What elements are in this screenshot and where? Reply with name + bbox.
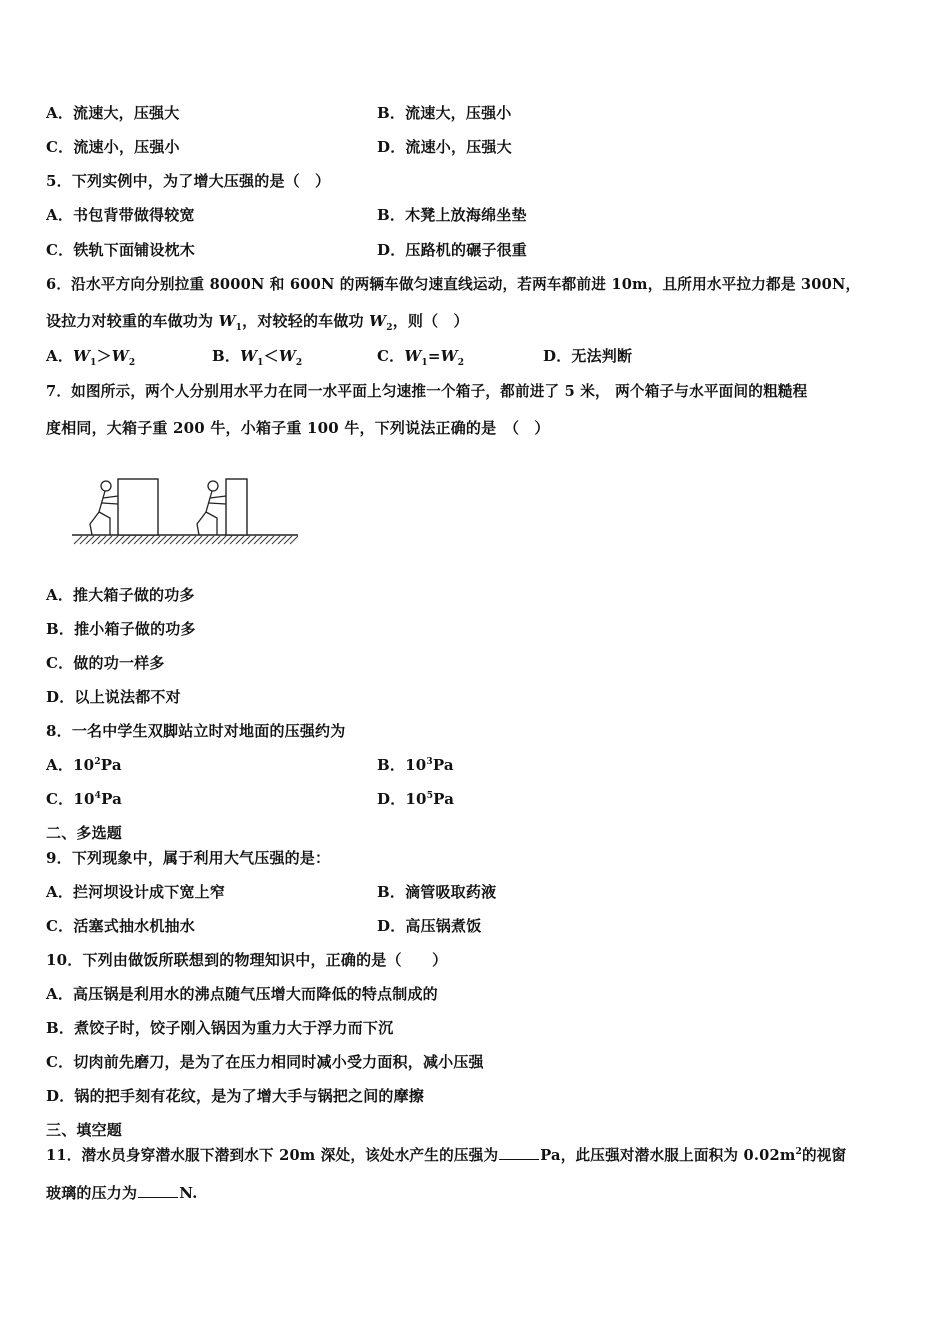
small-box <box>226 479 247 535</box>
q5-option-d: D．压路机的碾子很重 <box>377 241 528 259</box>
q8-option-b: B．$10^3Pa$ <box>377 756 454 774</box>
section-multiple-choice: 二、多选题 <box>46 824 123 842</box>
q7-option-b: B．推小箱子做的功多 <box>46 620 196 638</box>
q7-stem-line1: 7．如图所示，两个人分别用水平力在同一水平面上匀速推一个箱子，都前进了 5 米， 两个箱子与水平面间的粗糙程 <box>46 383 808 400</box>
q5-option-c: C．铁轨下面铺设枕木 <box>46 241 195 259</box>
pushing-boxes-figure <box>70 474 302 552</box>
q11-blank-pressure[interactable] <box>499 1146 539 1160</box>
q6-option-a: A．$W_1>W_2$ <box>46 347 136 368</box>
q11-blank-force[interactable] <box>138 1184 178 1198</box>
q8-option-c: C．$10^4Pa$ <box>46 790 123 808</box>
big-box <box>118 479 158 535</box>
q7-option-c: C．做的功一样多 <box>46 654 165 672</box>
q4-option-b: B．流速大，压强小 <box>377 104 512 122</box>
q6-stem-line2: 设拉力对较重的车做功为 $W_1$，对较轻的车做功 $W_2$，则（ ） <box>46 312 469 333</box>
q10-option-b: B．煮饺子时，饺子刚入锅因为重力大于浮力而下沉 <box>46 1019 394 1037</box>
q5-stem: 5．下列实例中，为了增大压强的是（ ） <box>46 172 331 190</box>
q9-stem: 9．下列现象中，属于利用大气压强的是： <box>46 849 331 867</box>
q6-option-b: B．$W_1<W_2$ <box>212 347 303 368</box>
q8-option-d: D．$10^5Pa$ <box>377 790 455 808</box>
q8-option-a: A．$10^2Pa$ <box>46 756 122 774</box>
q7-stem-line2: 度相同，大箱子重 200 牛，小箱子重 100 牛，下列说法正确的是 （ ） <box>46 419 550 437</box>
q10-option-d: D．锅的把手刻有花纹，是为了增大手与锅把之间的摩擦 <box>46 1087 425 1105</box>
q11-stem-line1: 11．潜水员身穿潜水服下潜到水下 20m 深处，该处水产生的压强为 Pa，此压强对潜水服上面积为 $0.02m^2$的视窗 <box>46 1147 847 1164</box>
q6-option-c: C．$W_1=W_2$ <box>377 347 465 368</box>
q10-option-a: A．高压锅是利用水的沸点随气压增大而降低的特点制成的 <box>46 985 438 1003</box>
q8-stem: 8．一名中学生双脚站立时对地面的压强约为 <box>46 722 346 740</box>
q9-option-b: B．滴管吸取药液 <box>377 883 497 901</box>
ground-hatch <box>74 536 298 544</box>
section-fill-in: 三、填空题 <box>46 1121 123 1139</box>
q6-stem-line1: 6．沿水平方向分别拉重 8000N 和 600N 的两辆车做匀速直线运动，若两车都前进 10m，且所用水平拉力都是 300N， <box>46 276 861 293</box>
q6-option-d: D．无法判断 <box>543 347 633 365</box>
q10-option-c: C．切肉前先磨刀，是为了在压力相同时减小受力面积，减小压强 <box>46 1053 484 1071</box>
q7-option-d: D．以上说法都不对 <box>46 688 181 706</box>
q11-stem-line2: 玻璃的压力为 N. <box>46 1184 198 1202</box>
q4-option-c: C．流速小，压强小 <box>46 138 180 156</box>
q9-option-d: D．高压锅煮饭 <box>377 917 482 935</box>
q9-option-a: A．拦河坝设计成下宽上窄 <box>46 883 226 901</box>
person-left <box>90 481 118 535</box>
q4-option-d: D．流速小，压强大 <box>377 138 512 156</box>
q4-option-a: A．流速大，压强大 <box>46 104 180 122</box>
q5-option-b: B．木凳上放海绵坐垫 <box>377 206 527 224</box>
q7-option-a: A．推大箱子做的功多 <box>46 586 195 604</box>
q10-stem: 10．下列由做饭所联想到的物理知识中，正确的是（ ） <box>46 951 448 969</box>
q5-option-a: A．书包背带做得较宽 <box>46 206 195 224</box>
q9-option-c: C．活塞式抽水机抽水 <box>46 917 195 935</box>
person-right <box>197 481 226 535</box>
